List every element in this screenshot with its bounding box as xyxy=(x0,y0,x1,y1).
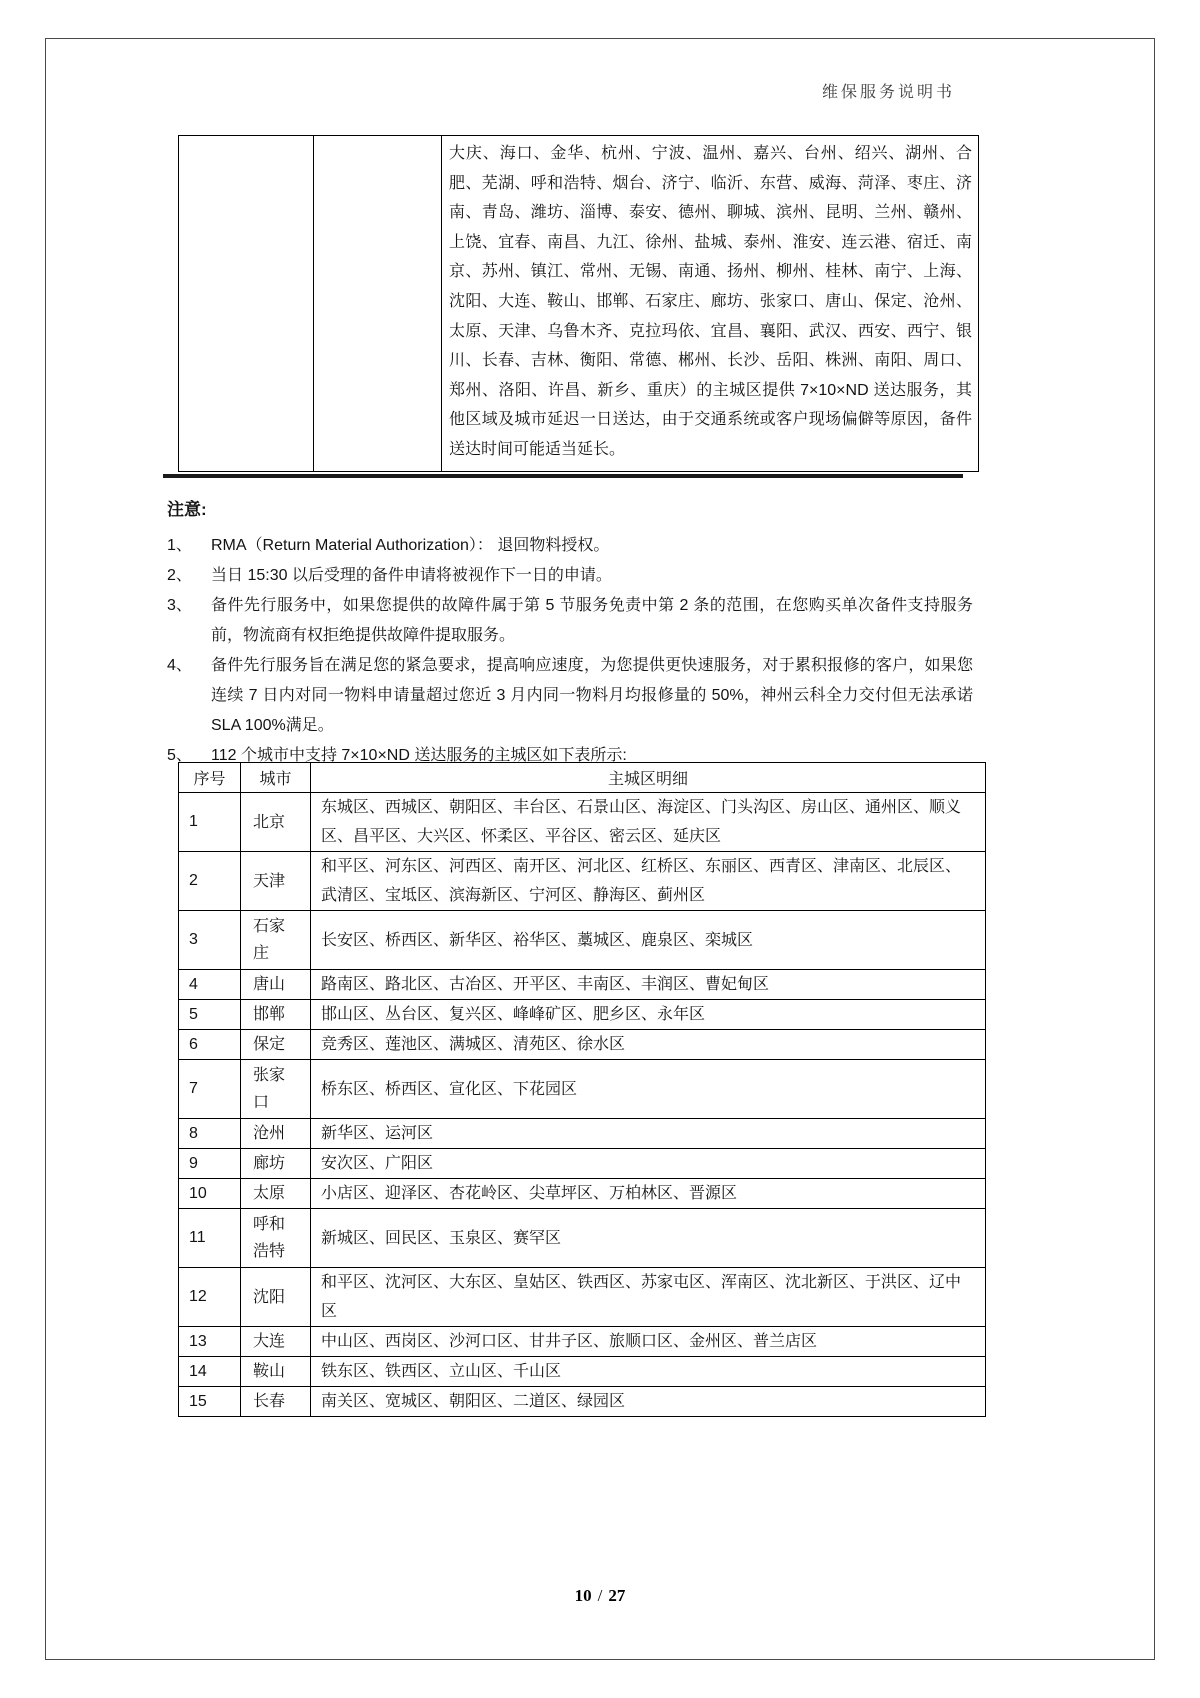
city-row xyxy=(179,1357,986,1387)
header-city: 城市 xyxy=(241,763,311,793)
note-item-3 xyxy=(167,591,973,651)
city-row xyxy=(179,1387,986,1417)
delivery-cities-row xyxy=(179,136,979,472)
city-row-num: 2 xyxy=(179,852,241,911)
city-row-num: 10 xyxy=(179,1179,241,1209)
note-text: 112 个城市中支持 7×10×ND 送达服务的主城区如下表所示: xyxy=(211,747,627,764)
city-row-districts: 铁东区、铁西区、立山区、千山区 xyxy=(311,1357,986,1387)
delivery-cities-table xyxy=(178,135,979,472)
city-row-districts: 东城区、西城区、朝阳区、丰台区、石景山区、海淀区、门头沟区、房山区、通州区、顺义区、昌平区、大兴区、怀柔区、平谷区、密云区、延庆区 xyxy=(311,793,986,852)
note-number: 3、 xyxy=(167,597,192,614)
city-row-districts: 新华区、运河区 xyxy=(311,1119,986,1149)
city-row xyxy=(179,793,986,852)
note-item-4 xyxy=(167,651,973,741)
page-number-separator: / xyxy=(597,1586,603,1605)
document-header-title: 维保服务说明书 xyxy=(821,84,955,101)
city-row xyxy=(179,1030,986,1060)
city-row-districts: 中山区、西岗区、沙河口区、甘井子区、旅顺口区、金州区、普兰店区 xyxy=(311,1327,986,1357)
city-row-city: 张家口 xyxy=(241,1060,311,1119)
city-row xyxy=(179,1060,986,1119)
city-row-city: 大连 xyxy=(241,1327,311,1357)
delivery-table-empty-cell-1 xyxy=(179,136,314,472)
city-row-num: 14 xyxy=(179,1357,241,1387)
city-row-city: 北京 xyxy=(241,793,311,852)
city-table-header-row xyxy=(179,763,986,793)
city-row-city: 鞍山 xyxy=(241,1357,311,1387)
city-row-city: 廊坊 xyxy=(241,1149,311,1179)
city-row-city: 长春 xyxy=(241,1387,311,1417)
city-row xyxy=(179,1209,986,1268)
city-row-num: 5 xyxy=(179,1000,241,1030)
city-row-districts: 竞秀区、莲池区、满城区、清苑区、徐水区 xyxy=(311,1030,986,1060)
page-number-current: 10 xyxy=(574,1586,592,1605)
city-row-districts: 和平区、沈河区、大东区、皇姑区、铁西区、苏家屯区、浑南区、沈北新区、于洪区、辽中区 xyxy=(311,1268,986,1327)
city-row-num: 12 xyxy=(179,1268,241,1327)
city-row xyxy=(179,1327,986,1357)
note-item-2 xyxy=(167,561,973,591)
city-row-districts: 安次区、广阳区 xyxy=(311,1149,986,1179)
note-text: RMA（Return Material Authorization）： 退回物料授权。 xyxy=(211,537,610,554)
city-row xyxy=(179,1268,986,1327)
header-districts: 主城区明细 xyxy=(311,763,986,793)
city-row-num: 8 xyxy=(179,1119,241,1149)
city-row-districts: 长安区、桥西区、新华区、裕华区、藁城区、鹿泉区、栾城区 xyxy=(311,911,986,970)
city-row-city: 呼和浩特 xyxy=(241,1209,311,1268)
city-row-city: 太原 xyxy=(241,1179,311,1209)
note-text: 备件先行服务中，如果您提供的故障件属于第 5 节服务免责中第 2 条的范围，在您购买单次备件支持服务前，物流商有权拒绝提供故障件提取服务。 xyxy=(211,597,973,644)
city-row-city: 邯郸 xyxy=(241,1000,311,1030)
city-row xyxy=(179,852,986,911)
city-row-city: 保定 xyxy=(241,1030,311,1060)
city-row-districts: 南关区、宽城区、朝阳区、二道区、绿园区 xyxy=(311,1387,986,1417)
city-row-city: 沧州 xyxy=(241,1119,311,1149)
city-row xyxy=(179,1119,986,1149)
header-seq: 序号 xyxy=(179,763,241,793)
city-row xyxy=(179,1000,986,1030)
note-number: 1、 xyxy=(167,537,192,554)
city-row-num: 1 xyxy=(179,793,241,852)
page-number-total: 27 xyxy=(608,1586,626,1605)
city-row-num: 3 xyxy=(179,911,241,970)
notes-heading: 注意: xyxy=(167,500,207,519)
city-row-num: 15 xyxy=(179,1387,241,1417)
city-row-districts: 小店区、迎泽区、杏花岭区、尖草坪区、万柏林区、晋源区 xyxy=(311,1179,986,1209)
city-row xyxy=(179,1149,986,1179)
city-row-districts: 桥东区、桥西区、宣化区、下花园区 xyxy=(311,1060,986,1119)
note-number: 5、 xyxy=(167,747,192,764)
notes-section xyxy=(167,497,973,771)
city-districts-table xyxy=(178,762,986,1417)
city-row-num: 11 xyxy=(179,1209,241,1268)
note-text: 当日 15:30 以后受理的备件申请将被视作下一日的申请。 xyxy=(211,567,612,584)
city-row-num: 6 xyxy=(179,1030,241,1060)
city-row-city: 沈阳 xyxy=(241,1268,311,1327)
city-row-num: 7 xyxy=(179,1060,241,1119)
city-row-districts: 新城区、回民区、玉泉区、赛罕区 xyxy=(311,1209,986,1268)
note-number: 4、 xyxy=(167,657,192,674)
note-text: 备件先行服务旨在满足您的紧急要求，提高响应速度，为您提供更快速服务，对于累积报修的客户，如果您连续 7 日内对同一物料申请量超过您近 3 月内同一物料月均报修量的 50%，神州云科全力交付但无法承诺 SLA 100%满足。 xyxy=(211,657,973,734)
city-row-city: 天津 xyxy=(241,852,311,911)
table-bottom-rule xyxy=(163,474,963,478)
page-footer xyxy=(0,1586,1200,1606)
note-item-1 xyxy=(167,531,973,561)
city-row xyxy=(179,970,986,1000)
city-row-num: 9 xyxy=(179,1149,241,1179)
city-row-districts: 路南区、路北区、古冶区、开平区、丰南区、丰润区、曹妃甸区 xyxy=(311,970,986,1000)
note-number: 2、 xyxy=(167,567,192,584)
delivery-table-empty-cell-2 xyxy=(314,136,442,472)
city-row-districts: 邯山区、丛台区、复兴区、峰峰矿区、肥乡区、永年区 xyxy=(311,1000,986,1030)
city-row-city: 石家庄 xyxy=(241,911,311,970)
delivery-cities-paragraph: 大庆、海口、金华、杭州、宁波、温州、嘉兴、台州、绍兴、湖州、合肥、芜湖、呼和浩特、烟台、济宁、临沂、东营、威海、菏泽、枣庄、济南、青岛、潍坊、淄博、泰安、德州、聊城、滨州、昆明、兰州、赣州、上饶、宜春、南昌、九江、徐州、盐城、泰州、淮安、连云港、宿迁、南京、苏州、镇江、常州、无锡、南通、扬州、柳州、桂林、南宁、上海、沈阳、大连、鞍山、邯郸、石家庄、廊坊、张家口、唐山、保定、沧州、太原、天津、乌鲁木齐、克拉玛依、宜昌、襄阳、武汉、西安、西宁、银川、长春、吉林、衡阳、常德、郴州、长沙、岳阳、株洲、南阳、周口、郑州、洛阳、许昌、新乡、重庆）的主城区提供 7×10×ND 送达服务，其他区域及城市延迟一日送达，由于交通系统或客户现场偏僻等原因，备件送达时间可能适当延长。 xyxy=(442,136,979,472)
city-row xyxy=(179,1179,986,1209)
city-row xyxy=(179,911,986,970)
city-row-city: 唐山 xyxy=(241,970,311,1000)
city-row-districts: 和平区、河东区、河西区、南开区、河北区、红桥区、东丽区、西青区、津南区、北辰区、武清区、宝坻区、滨海新区、宁河区、静海区、蓟州区 xyxy=(311,852,986,911)
city-row-num: 4 xyxy=(179,970,241,1000)
city-row-num: 13 xyxy=(179,1327,241,1357)
